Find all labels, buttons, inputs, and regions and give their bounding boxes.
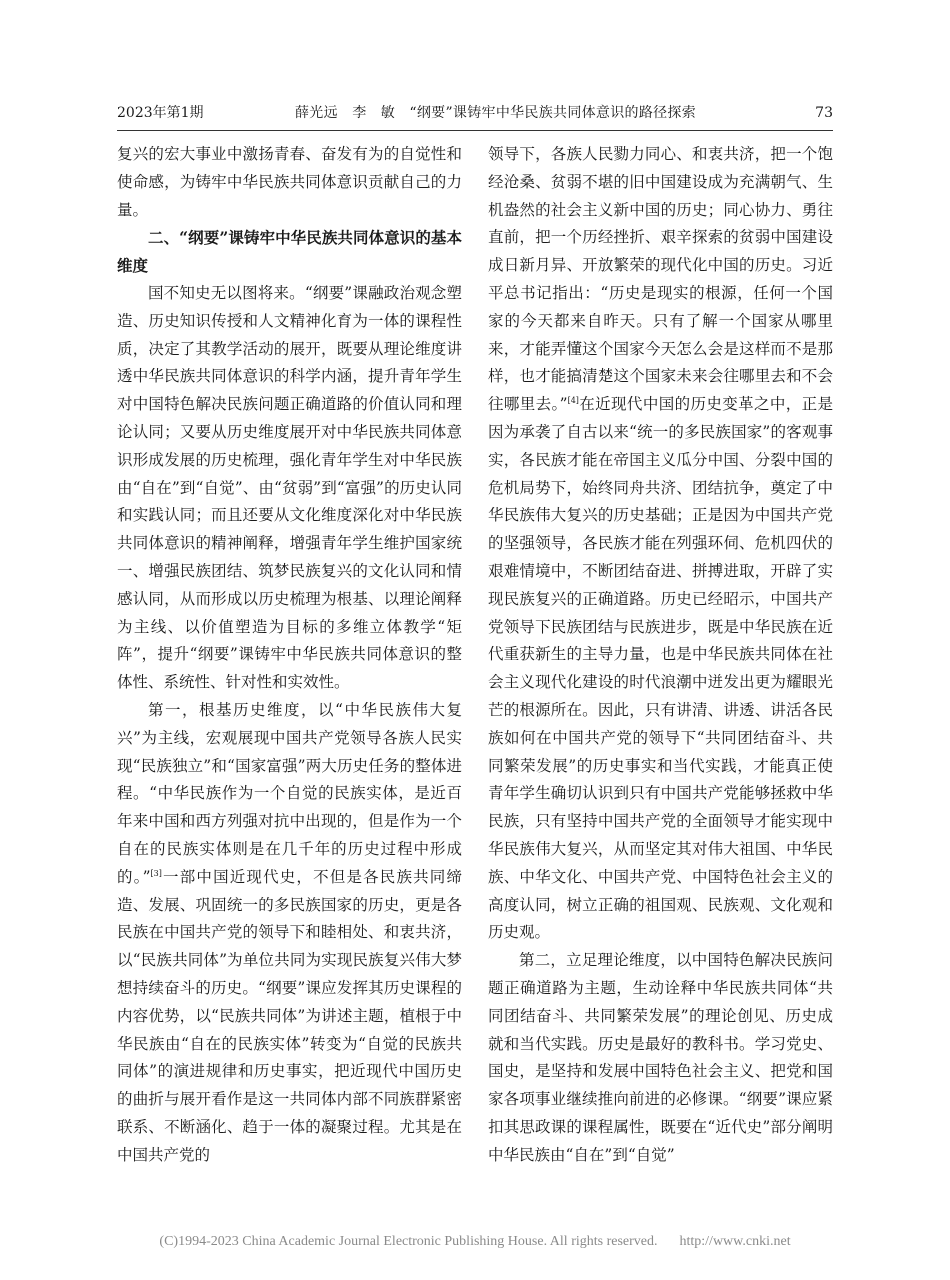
text-span: 第一，根基历史维度，以“中华民族伟大复兴”为主线，宏观展现中国共产党领导各族人民实现“民族独立”和“国家富强”两大历史任务的整体进程。“中华民族作为一个自觉的民族实体，是近百年来中国和西方列强对抗中出现的，但是作为一个自在的民族实体则是在几千年的历史过程中形成的。”	[117, 700, 462, 886]
text-span: 在近现代中国的历史变革之中，正是因为承袭了自古以来“统一的多民族国家”的客观事实，各民族才能在帝国主义瓜分中国、分裂中国的危机局势下，始终同舟共济、团结抗争，奠定了中华民族伟大复兴的历史基础；正是因为中国共产党的坚强领导，各民族才能在列强环伺、危机四伏的艰难情境中，不断团结奋进、拼搏进取，开辟了实现民族复兴的正确道路。历史已经昭示，中国共产党领导下民族团结与民族进步，既是中华民族在近代重获新生的主导力量，也是中华民族共同体在社会主义现代化建设的时代浪潮中迸发出更为耀眼光芒的根源所在。因此，只有讲清、讲透、讲活各民族如何在中国共产党的领导下“共同团结奋斗、共同繁荣发展”的历史事实和当代实践，才能真正使青年学生确切认识到只有中国共产党能够拯救中华民族，只有坚持中国共产党的全面领导才能实现中华民族伟大复兴，从而坚定其对伟大祖国、中华民族、中华文化、中国共产党、中国特色社会主义的高度认同，树立正确的祖国观、民族观、文化观和历史观。	[488, 395, 833, 942]
paragraph-intro: 国不知史无以图将来。“纲要”课融政治观念塑造、历史知识传授和人文精神化育为一体的课程性质，决定了其教学活动的展开，既要从理论维度讲透中华民族共同体意识的科学内涵，提升青年学生对中国特色解决民族问题正确道路的价值认同和理论认同；又要从历史维度展开对中华民族共同体意识形成发展的历史梳理，强化青年学生对中华民族由“自在”到“自觉”、由“贫弱”到“富强”的历史认同和实践认同；而且还要从文化维度深化对中华民族共同体意识的精神阐释，增强青年学生维护国家统一、增强民族团结、筑梦民族复兴的文化认同和情感认同，从而形成以历史梳理为根基、以理论阐释为主线、以价值塑造为目标的多维立体教学“矩阵”，提升“纲要”课铸牢中华民族共同体意识的整体性、系统性、针对性和实效性。	[117, 283, 462, 692]
right-column	[488, 141, 833, 1169]
journal-issue: 2023年第1期	[117, 105, 204, 121]
page-number: 73	[815, 105, 833, 121]
paragraph-continuation: 复兴的宏大事业中激扬青春、奋发有为的自觉性和使命感，为铸牢中华民族共同体意识贡献自己的力量。	[117, 145, 462, 219]
paragraph-second-point: 第二，立足理论维度，以中国特色解决民族问题正确道路为主题，生动诠释中华民族共同体“共同团结奋斗、共同繁荣发展”的理论创见、历史成就和当代实践。历史是最好的教科书。学习党史、国史，是坚持和发展中国特色社会主义、把党和国家各项事业继续推向前进的必修课。“纲要”课应紧扣其思政课的课程属性，既要在“近代史”部分阐明中华民族由“自在”到“自觉”	[488, 951, 833, 1164]
copyright-footer	[0, 1234, 950, 1250]
paragraph-first-point	[117, 697, 462, 1170]
header-rule	[117, 130, 833, 131]
citation-ref: [3]	[150, 868, 162, 878]
text-span: 领导下，各族人民勠力同心、和衷共济，把一个饱经沧桑、贫弱不堪的旧中国建设成为充满朝气、生机盎然的社会主义新中国的历史；同心协力、勇往直前，把一个历经挫折、艰辛探索的贫弱中国建设成日新月异、开放繁荣的现代化中国的历史。习近平总书记指出：“历史是现实的根源，任何一个国家的今天都来自昨天。只有了解一个国家从哪里来，才能弄懂这个国家今天怎么会是这样而不是那样，也才能搞清楚这个国家未来会往哪里去和不会往哪里去。”	[488, 145, 833, 414]
site-url: http://www.cnki.net	[679, 1234, 791, 1249]
citation-ref: [4]	[567, 396, 579, 406]
left-column	[117, 141, 462, 1169]
running-title: 薛光远 李 敏 “纲要”课铸牢中华民族共同体意识的路径探索	[295, 105, 697, 121]
running-header	[117, 101, 833, 125]
section-heading: 二、“纲要”课铸牢中华民族共同体意识的基本维度	[117, 228, 462, 276]
paragraph-history	[488, 141, 833, 947]
copyright-text: (C)1994-2023 China Academic Journal Electronic Publishing House. All rights reserved.	[159, 1234, 658, 1249]
text-span: 一部中国近现代史，不但是各民族共同缔造、发展、巩固统一的多民族国家的历史，更是各民族在中国共产党的领导下和睦相处、和衷共济，以“民族共同体”为单位共同为实现民族复兴伟大梦想持续奋斗的历史。“纲要”课应发挥其历史课程的内容优势，以“民族共同体”为讲述主题，植根于中华民族由“自在的民族实体”转变为“自觉的民族共同体”的演进规律和历史事实，把近现代中国历史的曲折与展开看作是这一共同体内部不同族群紧密联系、不断涵化、趋于一体的凝聚过程。尤其是在中国共产党的	[117, 867, 462, 1164]
